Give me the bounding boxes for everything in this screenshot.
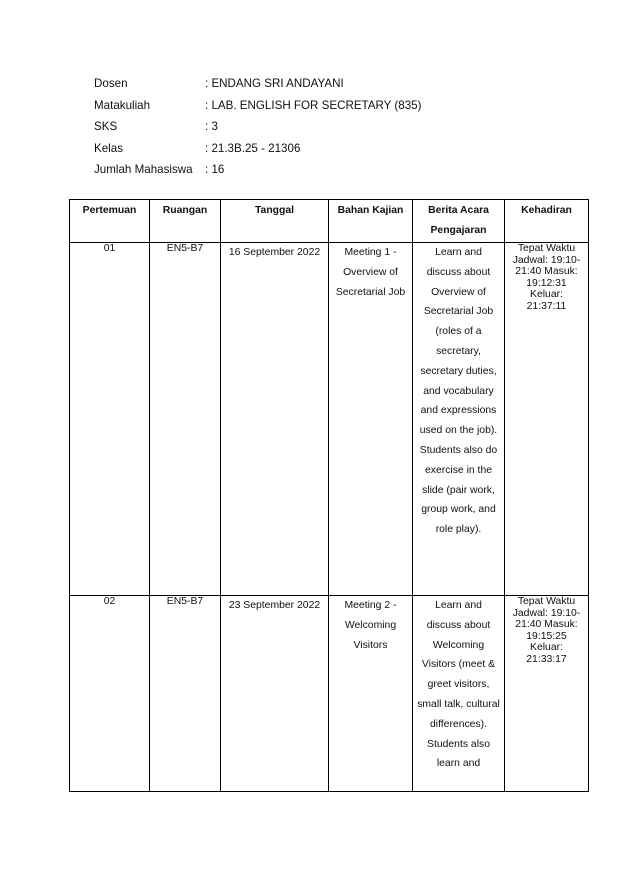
- matakuliah-label: Matakuliah: [94, 98, 151, 112]
- cell-tanggal: 16 September 2022: [221, 243, 329, 596]
- jumlah-mahasiswa-label: Jumlah Mahasiswa: [94, 163, 193, 176]
- cell-tanggal: 23 September 2022: [221, 596, 329, 792]
- table-header-row: [70, 200, 589, 243]
- table-row: [70, 243, 589, 596]
- info-row-matakuliah: [94, 95, 421, 117]
- header-tanggal: Tanggal: [221, 200, 329, 243]
- header-berita-acara: Berita Acara Pengajaran: [413, 200, 505, 243]
- header-pertemuan: Pertemuan: [70, 200, 150, 243]
- cell-kehadiran: Tepat Waktu Jadwal: 19:10-21:40 Masuk: 19:15:25 Keluar: 21:33:17: [505, 596, 589, 792]
- header-bahan-kajian: Bahan Kajian: [329, 200, 413, 243]
- info-row-sks: [94, 116, 421, 138]
- header-kehadiran: Kehadiran: [505, 200, 589, 243]
- cell-bahan-kajian: Meeting 1 - Overview of Secretarial Job: [329, 243, 413, 596]
- cell-kehadiran: Tepat Waktu Jadwal: 19:10-21:40 Masuk: 19:12:31 Keluar: 21:37:11: [505, 243, 589, 596]
- cell-berita-acara: Learn and discuss about Overview of Secretarial Job (roles of a secretary, secretary duties, and vocabulary and expressions used on the job). Students also do exercise in the slide (pair work, group work, and role play).: [413, 243, 505, 596]
- cell-pertemuan: 02: [70, 596, 150, 792]
- kelas-value: : 21.3B.25 - 21306: [205, 141, 301, 155]
- dosen-label: Dosen: [94, 77, 128, 90]
- cell-berita-acara: Learn and discuss about Welcoming Visitors (meet & greet visitors, small talk, cultural differences). Students also learn and: [413, 596, 505, 792]
- table-row: [70, 596, 589, 792]
- sks-value: : 3: [205, 120, 218, 133]
- info-row-jumlah-mahasiswa: [94, 159, 421, 181]
- cell-pertemuan: 01: [70, 243, 150, 596]
- schedule-table: [69, 199, 589, 792]
- dosen-value: : ENDANG SRI ANDAYANI: [205, 77, 344, 90]
- course-info: [94, 73, 421, 181]
- cell-ruangan: EN5-B7: [150, 596, 221, 792]
- sks-label: SKS: [94, 120, 118, 133]
- header-ruangan: Ruangan: [150, 200, 221, 243]
- cell-ruangan: EN5-B7: [150, 243, 221, 596]
- jumlah-mahasiswa-value: : 16: [205, 163, 225, 176]
- matakuliah-value: : LAB. ENGLISH FOR SECRETARY (835): [205, 98, 422, 112]
- cell-bahan-kajian: Meeting 2 - Welcoming Visitors: [329, 596, 413, 792]
- kelas-label: Kelas: [94, 141, 124, 155]
- info-row-kelas: [94, 138, 421, 160]
- info-row-dosen: [94, 73, 421, 95]
